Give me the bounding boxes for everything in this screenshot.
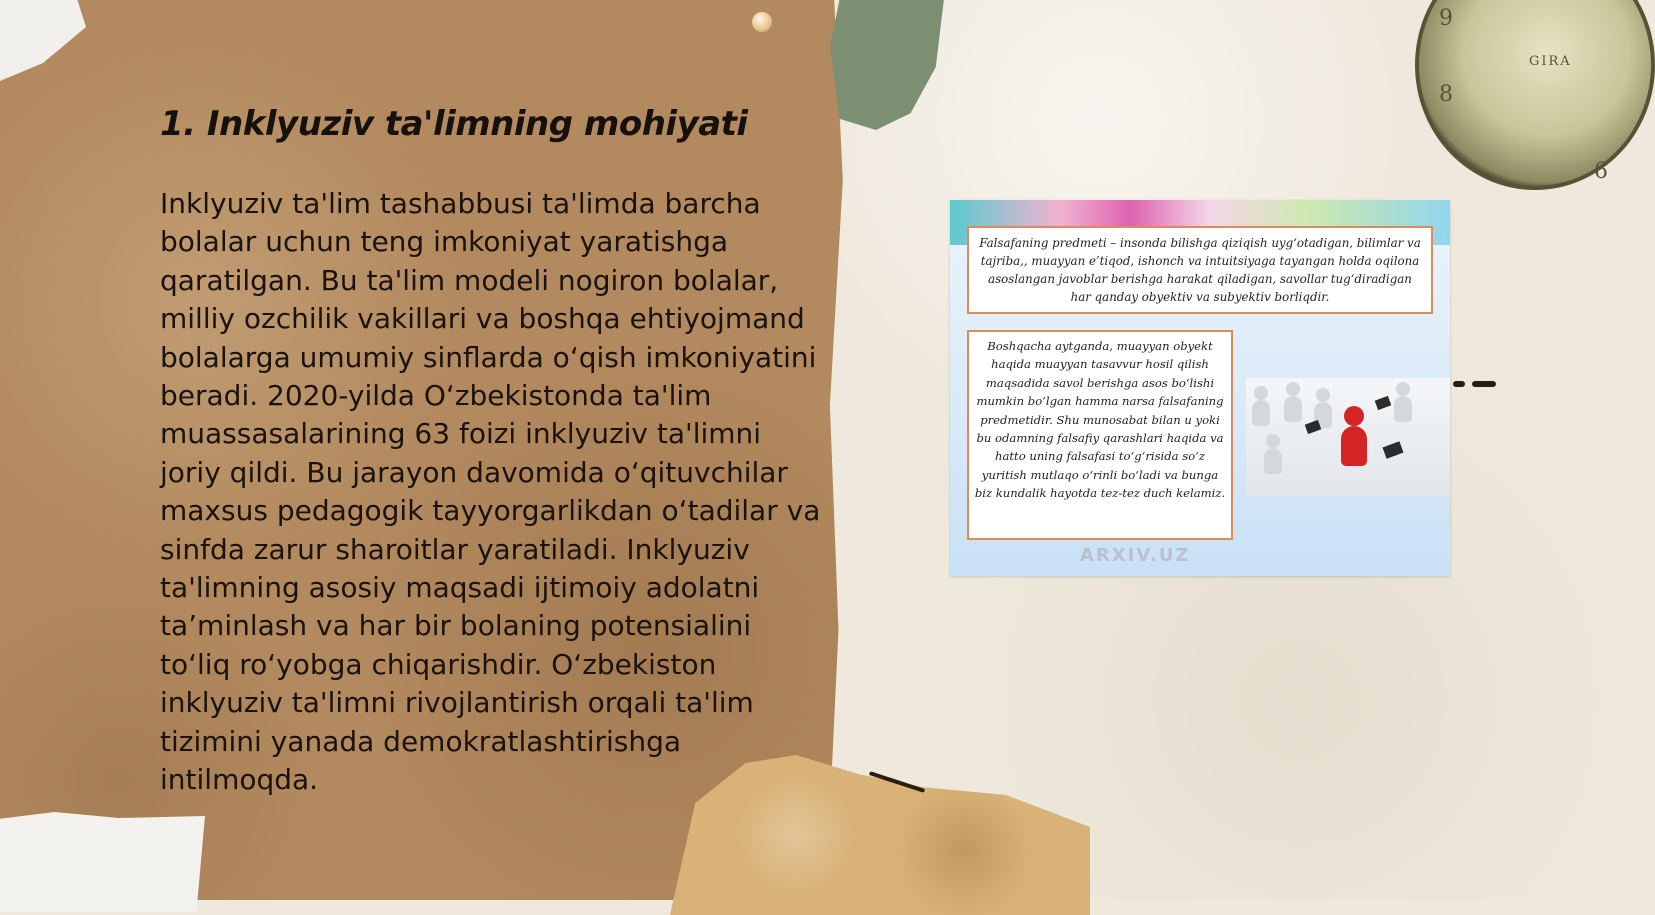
briefcase-icon — [1382, 441, 1403, 458]
figure-icon — [1266, 434, 1280, 448]
figure-icon — [1316, 388, 1330, 402]
clock-label: GIRA — [1529, 54, 1572, 69]
clock-number: 8 — [1439, 82, 1453, 107]
leader-figure-icon — [1341, 426, 1367, 466]
ink-mark — [1472, 381, 1496, 387]
explanation-box: Boshqacha aytganda, muayyan obyekt haqida muayyan tasavvur hosil qilish maqsadida savol berishga asos bo‘lishi mumkin bo‘lgan hamma narsa falsafaning predmetidir. Shu munosabat bilan u yoki bu odamning falsafiy qarashlari haqida va hatto uning falsafasi to‘g‘risida so‘z yuritish mutlaqo o‘rinli bo‘ladi va bunga biz kundalik hayotda tez-tez duch kelamiz. — [967, 330, 1233, 540]
definition-box: Falsafaning predmeti – insonda bilishga qiziqish uyg‘otadigan, bilimlar va tajriba,, muayyan e’tiqod, ishonch va intuitsiyaga tayangan holda oqilona asoslangan javoblar berishga harakat qiladigan, savollar tug‘diradigan har qanday obyektiv va subyektiv borliqdir. — [967, 226, 1433, 314]
figure-icon — [1286, 382, 1300, 396]
leader-figure-icon — [1344, 406, 1364, 426]
ink-mark — [1453, 381, 1465, 387]
figure-icon — [1396, 382, 1410, 396]
briefcase-icon — [1305, 420, 1322, 434]
watermark-text: ARXIV.UZ — [1080, 545, 1191, 566]
slide-title: 1. Inklyuziv ta'limning mohiyati — [160, 104, 748, 144]
briefcase-icon — [1375, 396, 1392, 410]
figure-icon — [1252, 400, 1270, 426]
figure-icon — [1264, 448, 1282, 474]
slide-body-text: Inklyuziv ta'lim tashabbusi ta'limda barcha bolalar uchun teng imkoniyat yaratishga qaratilgan. Bu ta'lim modeli nogiron bolalar, milliy ozchilik vakillari va boshqa ehtiyojmand bolalarga umumiy sinflarda o‘qish imkoniyatini beradi. 2020-yilda O‘zbekistonda ta'lim muassasalarining 63 foizi inklyuziv ta'limni joriy qildi. Bu jarayon davomida o‘qituvchilar maxsus pedagogik tayyorgarlikdan o‘tadilar va sinfda zarur sharoitlar yaratiladi. Inklyuziv ta'limning asosiy maqsadi ijtimoiy adolatni ta’minlash va har bir bolaning potensialini to‘liq ro‘yobga chiqarishdir. O‘zbekiston inklyuziv ta'limni rivojlantirish orqali ta'lim tizimini yanada demokratlashtirishga intilmoqda. — [160, 187, 821, 797]
figure-icon — [1284, 396, 1302, 422]
clock-number: 6 — [1594, 159, 1608, 184]
pin-icon — [752, 12, 772, 32]
clock-number: 9 — [1439, 6, 1453, 31]
figure-icon — [1254, 386, 1268, 400]
white-paper-scrap-bottom — [0, 812, 205, 912]
figure-icon — [1394, 396, 1412, 422]
leader-figures-illustration — [1246, 378, 1450, 496]
embedded-slide-image — [950, 200, 1450, 576]
